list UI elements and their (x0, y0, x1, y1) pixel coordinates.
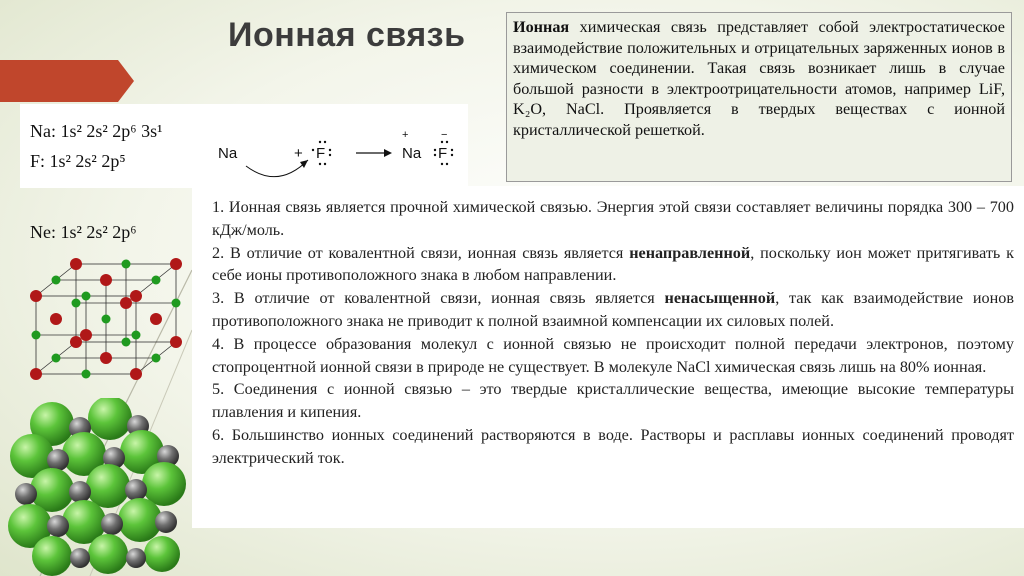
reaction-diagram (216, 124, 466, 184)
title-accent-arrow (0, 60, 134, 102)
f-config: F: 1s² 2s² 2p⁵ (30, 151, 126, 171)
nacl-lattice-illustration (22, 256, 190, 384)
property-2 (212, 242, 1014, 288)
definition-text: химическая связь представляет собой электростатическое взаимодействие положительных и отрицательных заряженных ионов в химическом соединении. Такая связь возникает лишь в случае большой разности в электроотрицательности атомов, например LiF, K₂O, NaCl. Проявляется в твердых веществах с ионной кристаллической решеткой. (513, 18, 1005, 139)
definition-term: Ионная (513, 18, 570, 36)
definition-box (506, 12, 1012, 182)
property-3-text-end: , так как взаимодействие ионов противоположного знака не приводит к полной взаимной компенсации их силовых полей. (212, 289, 1014, 330)
property-2-text: 2. В отличие от ковалентной связи, ионная связь является (212, 243, 630, 262)
property-1: 1. Ионная связь является прочной химической связью. Энергия этой связи составляет величины порядка 300 – 700 кДж/моль. (212, 198, 1014, 239)
reaction-plus: + (294, 145, 303, 162)
ne-config: Ne: 1s² 2s² 2p⁶ (30, 222, 137, 242)
f-ion-charge: − (441, 129, 448, 141)
na-ion-label: Na (402, 145, 422, 162)
ion-formation-scheme (216, 124, 466, 184)
na-ion-charge: + (402, 129, 409, 141)
f-ion-label: F (438, 145, 448, 162)
property-3-text: 3. В отличие от ковалентной связи, ионная связь является (212, 289, 665, 308)
property-5: 5. Соединения с ионной связью – это твердые кристаллические вещества, имеющие высокие температуры плавления и кипения. (212, 380, 1014, 422)
na-atom-label: Na (218, 145, 238, 162)
na-config: Na: 1s² 2s² 2p⁶ 3s¹ (30, 121, 163, 141)
property-4: 4. В процессе образования молекул с ионной связью не происходит полной передачи электронов, поэтому стопроцентной ионной связи в природе не существует. В молекуле NaCl химическая связь лишь на 80% ионная. (212, 334, 1014, 376)
f-atom-label: F (316, 145, 326, 162)
property-3-emphasis: ненасыщенной (664, 289, 776, 308)
properties-list (192, 186, 1024, 528)
property-6: 6. Большинство ионных соединений растворяются в воде. Растворы и расплавы ионных соединений проводят электрический ток. (212, 425, 1014, 467)
electron-config-panel (20, 104, 468, 188)
nacl-sphere-model-illustration (8, 398, 192, 576)
property-2-emphasis: ненаправленной (629, 243, 751, 262)
property-2-text-end: , поскольку ион может притягивать к себе ионы противоположного знака в любом направлении. (212, 243, 1014, 285)
property-3 (212, 287, 1014, 333)
page-title: Ионная связь (228, 16, 466, 54)
